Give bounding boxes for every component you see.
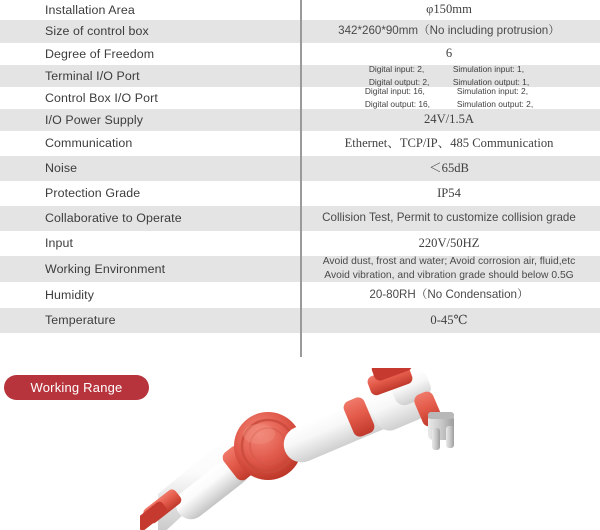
spec-label: Working Environment xyxy=(45,261,166,276)
io-digital-spec: Digital output: 16, xyxy=(364,98,430,109)
io-simulation-spec: Simulation output: 2, xyxy=(456,98,534,109)
spec-label: Size of control box xyxy=(45,24,149,39)
spec-value xyxy=(300,85,600,110)
spec-value: ＜65dB xyxy=(429,160,469,175)
section-banner-working-range xyxy=(4,375,149,400)
table-column-divider xyxy=(300,0,302,357)
robot-arm-illustration xyxy=(140,368,600,530)
end-effector-gripper xyxy=(428,412,454,450)
spec-label: Control Box I/O Port xyxy=(45,90,158,105)
io-port-line xyxy=(365,85,533,97)
io-digital-spec: Digital input: 16, xyxy=(364,86,425,97)
spec-label: I/O Power Supply xyxy=(45,112,144,127)
spec-label: Collaborative to Operate xyxy=(45,211,182,226)
spec-value-line: Avoid dust, frost and water; Avoid corrosion air, fluid,etc xyxy=(322,255,576,267)
section-banner-label: Working Range xyxy=(30,380,123,395)
spec-value: Collision Test, Permit to customize collision grade xyxy=(322,211,576,225)
spec-value: 0-45℃ xyxy=(430,312,468,327)
spec-value: IP54 xyxy=(437,185,461,200)
spec-value: 220V/50HZ xyxy=(418,235,480,250)
io-port-grid xyxy=(369,63,529,87)
spec-value: φ150mm xyxy=(426,2,472,17)
spec-label: Installation Area xyxy=(45,2,135,17)
spec-value: 24V/1.5A xyxy=(423,112,475,127)
spec-value-line: Avoid vibration, and vibration grade should below 0.5G xyxy=(324,270,574,281)
spec-label: Terminal I/O Port xyxy=(45,68,140,83)
io-digital-spec: Digital input: 2, xyxy=(368,64,425,75)
spec-label: Input xyxy=(45,236,74,251)
io-digital-spec: Digital output: 2, xyxy=(368,76,430,87)
spec-label: Humidity xyxy=(45,287,94,302)
spec-value-multiline xyxy=(304,255,594,284)
io-port-line xyxy=(369,63,529,75)
spec-label: Temperature xyxy=(45,313,116,328)
spec-label: Degree of Freedom xyxy=(45,46,155,61)
io-port-line xyxy=(365,98,533,110)
spec-value: Ethernet、TCP/IP、485 Communication xyxy=(344,135,554,150)
io-simulation-spec: Simulation output: 1, xyxy=(452,76,530,87)
io-simulation-spec: Simulation input: 1, xyxy=(452,64,525,75)
spec-label: Communication xyxy=(45,136,133,151)
spec-value: 20-80RH（No Condensation） xyxy=(369,287,529,301)
spec-value: 6 xyxy=(445,46,453,61)
spec-label: Protection Grade xyxy=(45,186,141,201)
spec-label: Noise xyxy=(45,161,78,176)
spec-value: 342*260*90mm（No including protrusion） xyxy=(338,24,560,38)
io-simulation-spec: Simulation input: 2, xyxy=(456,86,529,97)
spec-value xyxy=(300,255,600,284)
io-port-grid xyxy=(365,85,533,109)
robot-arm-graphic xyxy=(140,368,600,530)
